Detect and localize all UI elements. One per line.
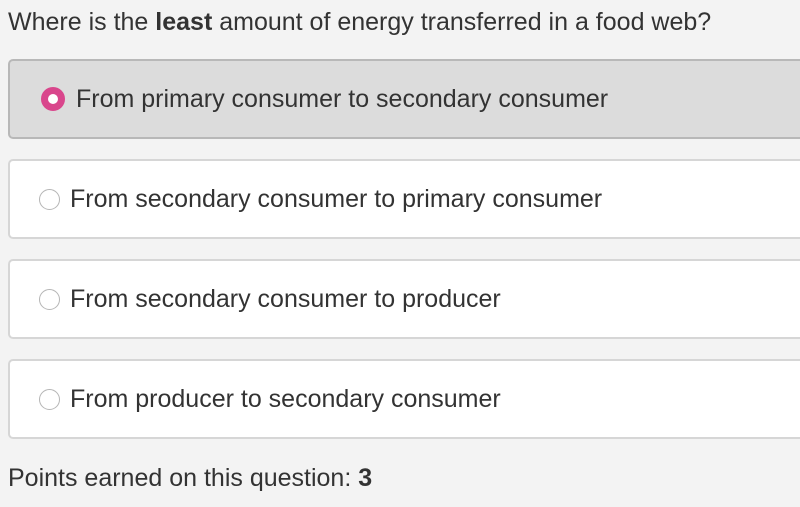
radio-unselected-icon[interactable] — [39, 189, 60, 210]
question-suffix: amount of energy transferred in a food web? — [212, 8, 712, 36]
answer-option-label: From producer to secondary consumer — [70, 385, 501, 413]
answer-option-label: From secondary consumer to producer — [70, 285, 501, 313]
points-earned — [8, 462, 372, 494]
radio-unselected-icon[interactable] — [39, 389, 60, 410]
question-text — [8, 6, 711, 38]
answer-option-2[interactable] — [8, 159, 800, 239]
radio-selected-icon[interactable] — [41, 87, 65, 111]
points-label: Points earned on this question: — [8, 464, 359, 492]
answer-option-label: From primary consumer to secondary consumer — [76, 85, 609, 113]
answer-option-1[interactable] — [8, 59, 800, 139]
answer-options — [8, 59, 800, 459]
question-prefix: Where is the — [8, 8, 156, 36]
answer-option-4[interactable] — [8, 359, 800, 439]
points-value: 3 — [358, 464, 373, 492]
answer-option-label: From secondary consumer to primary consumer — [70, 185, 603, 213]
question-emphasis: least — [155, 8, 213, 36]
answer-option-3[interactable] — [8, 259, 800, 339]
radio-unselected-icon[interactable] — [39, 289, 60, 310]
